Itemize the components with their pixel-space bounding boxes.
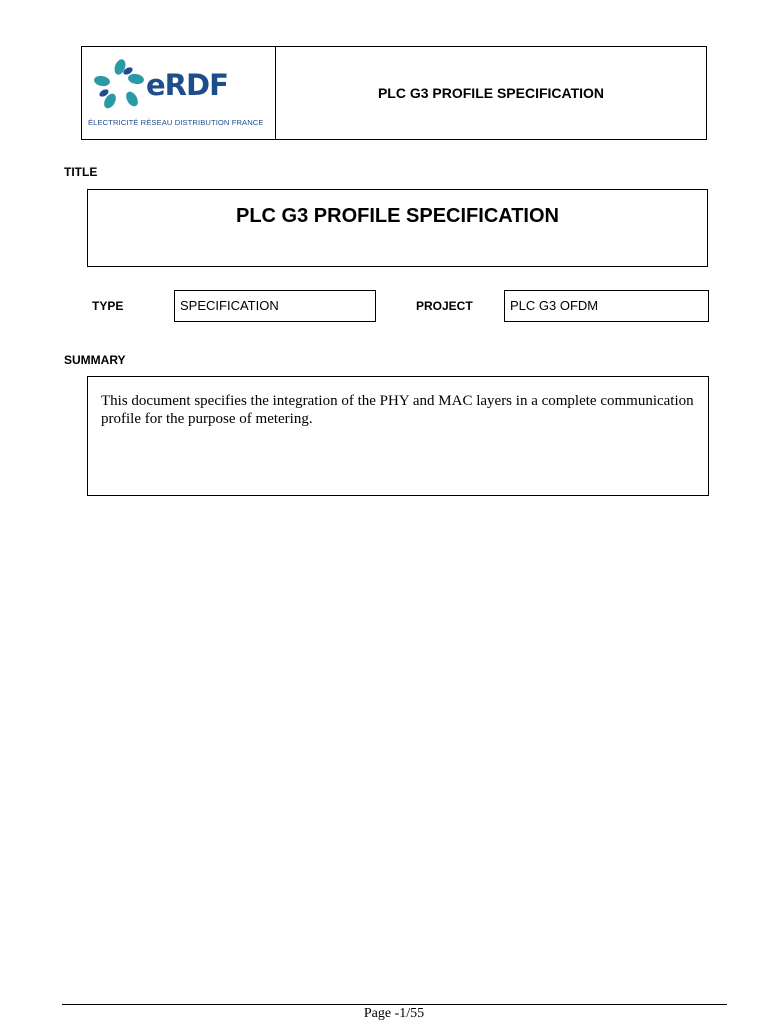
project-value-box: PLC G3 OFDM: [504, 290, 709, 322]
type-label: TYPE: [92, 299, 124, 313]
summary-box: This document specifies the integration of the PHY and MAC layers in a complete communication profile for the purpose of metering.: [87, 376, 709, 496]
document-header: [81, 46, 707, 140]
type-value-box: SPECIFICATION: [174, 290, 376, 322]
title-box: PLC G3 PROFILE SPECIFICATION: [87, 189, 708, 267]
title-label: TITLE: [64, 165, 98, 179]
project-label: PROJECT: [416, 299, 473, 313]
erdf-logo-icon: [92, 57, 148, 113]
page-number: Page -1/55: [363, 1006, 425, 1021]
summary-label: SUMMARY: [64, 353, 126, 367]
logo-wordmark: eRDF: [146, 68, 228, 102]
header-title: PLC G3 PROFILE SPECIFICATION: [377, 85, 605, 101]
footer-divider: [62, 1004, 727, 1005]
logo-cell: [82, 47, 276, 139]
logo-tagline: ÉLECTRICITÉ RÉSEAU DISTRIBUTION FRANCE: [88, 118, 264, 127]
